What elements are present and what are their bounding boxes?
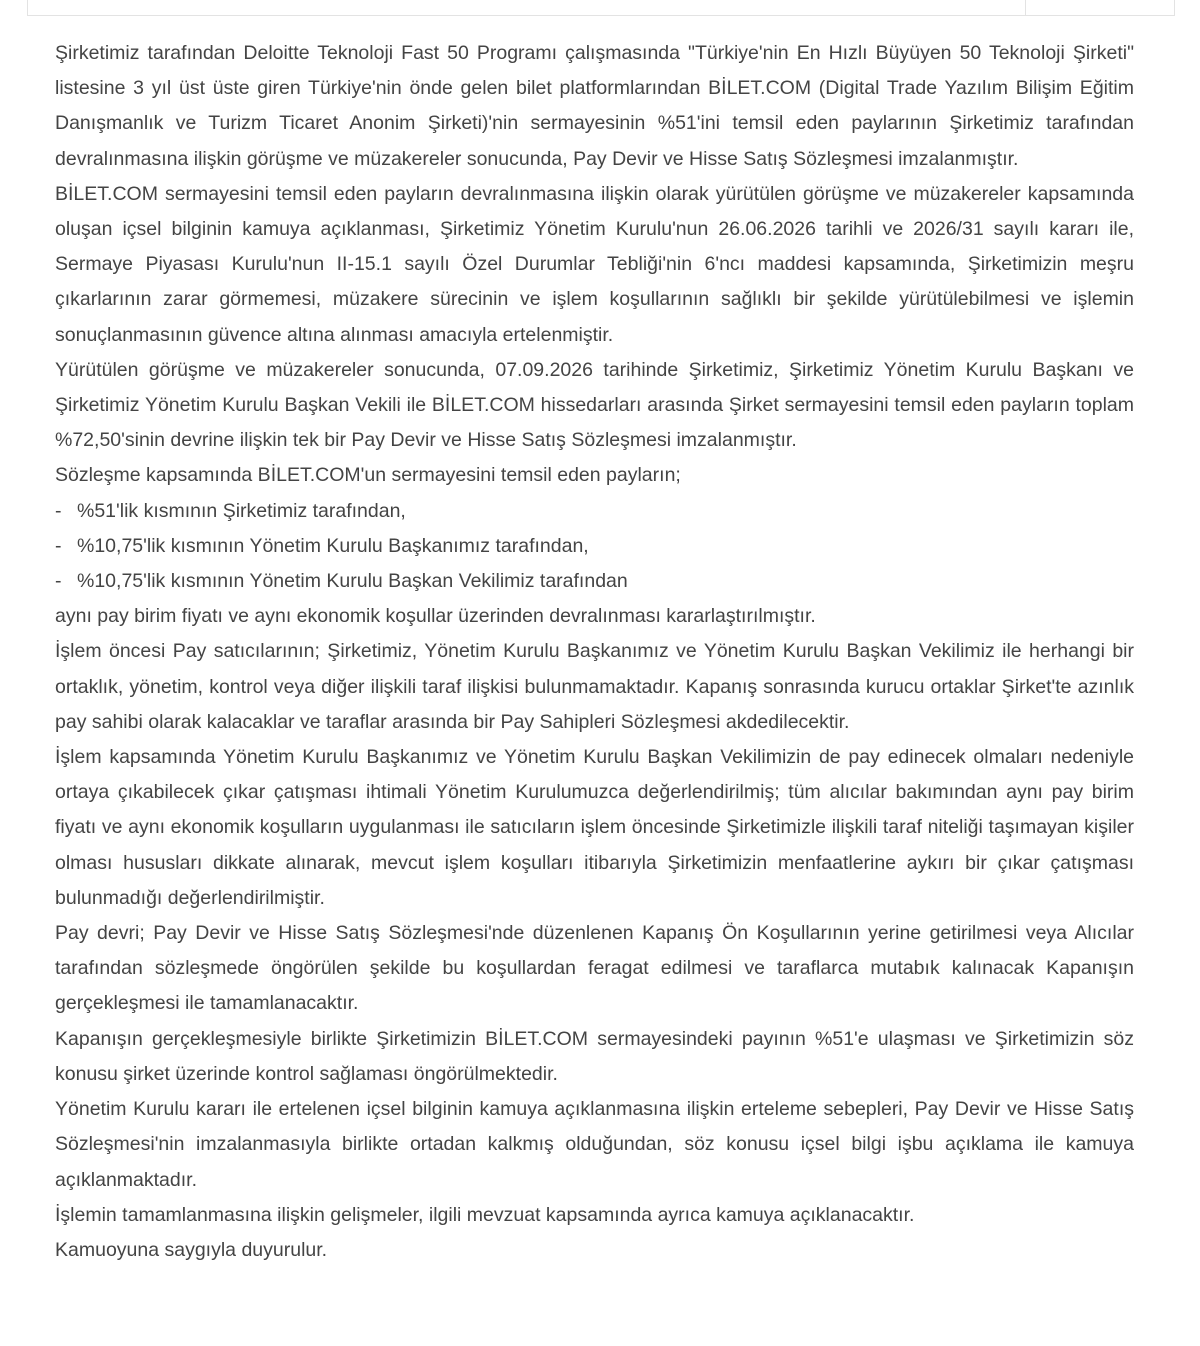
paragraph-agreement-signed: Yürütülen görüşme ve müzakereler sonucunda, 07.09.2026 tarihinde Şirketimiz, Şirketimiz Yönetim Kurulu Başkanı ve Şirketimiz Yönetim Kurulu Başkan Vekili ile BİLET.COM hissedarları arasında Şirket sermayesini temsil eden payların toplam %72,50'sinin devrine ilişkin tek bir Pay Devir ve Hisse Satış Sözleşmesi imzalanmıştır. <box>55 358 1134 452</box>
top-table-cell-divider <box>1025 0 1026 15</box>
paragraph-future-updates: İşlemin tamamlanmasına ilişkin gelişmeler, ilgili mevzuat kapsamında ayrıca kamuya açıklanacaktır. <box>55 1203 915 1226</box>
share-split-list <box>55 494 1134 600</box>
list-item-text: %51'lik kısmının Şirketimiz tarafından, <box>77 499 406 522</box>
paragraph-no-related-party: İşlem öncesi Pay satıcılarının; Şirketimiz, Yönetim Kurulu Başkanımız ve Yönetim Kurulu Başkan Vekilimiz ile herhangi bir ortaklık, yönetim, kontrol veya diğer ilişkili taraf ilişkisi bulunmamaktadır. Kapanış sonrasında kurucu ortaklar Şirket'te azınlık pay sahibi olarak kalacaklar ve taraflar arasında bir Pay Sahipleri Sözleşmesi akdedilecektir. <box>55 640 1134 733</box>
list-dash: - <box>55 534 62 557</box>
list-item-text: %10,75'lik kısmının Yönetim Kurulu Başkanımız tarafından, <box>77 534 589 557</box>
paragraph-conflict-of-interest: İşlem kapsamında Yönetim Kurulu Başkanımız ve Yönetim Kurulu Başkan Vekilimizin de pay edinecek olmaları nedeniyle ortaya çıkabilecek çıkar çatışması ihtimali Yönetim Kurulumuzca değerlendirilmiş; tüm alıcılar bakımından aynı pay birim fiyatı ve aynı ekonomik koşulların uygulanması ile satıcıların işlem öncesinde Şirketimizle ilişkili taraf niteliği taşımayan kişiler olması hususları dikkate alınarak, mevcut işlem koşulları itibarıyla Şirketimizin menfaatlerine aykırı bir çıkar çatışması bulunmadığı değerlendirilmiştir. <box>55 746 1134 909</box>
paragraph-closing-conditions: Pay devri; Pay Devir ve Hisse Satış Sözleşmesi'nde düzenlenen Kapanış Ön Koşullarının yerine getirilmesi veya Alıcılar tarafından sözleşmede öngörülen şekilde bu koşullardan feragat edilmesi ve taraflarca mutabık kalınacak Kapanışın gerçekleşmesi ile tamamlanacaktır. <box>55 922 1134 1015</box>
paragraph-acquisition-summary: Şirketimiz tarafından Deloitte Teknoloji Fast 50 Programı çalışmasında "Türkiye'nin En Hızlı Büyüyen 50 Teknoloji Şirketi" listesine 3 yıl üst üste giren Türkiye'nin önde gelen bilet platformlarından BİLET.COM (Digital Trade Yazılım Bilişim Eğitim Danışmanlık ve Turizm Ticaret Anonim Şirketi)'nin sermayesinin %51'ini temsil eden paylarının Şirketimiz tarafından devralınmasına ilişkin görüşme ve müzakereler sonucunda, Pay Devir ve Hisse Satış Sözleşmesi imzalanmıştır. <box>55 42 1134 170</box>
list-item <box>55 564 1134 599</box>
paragraph-closing-remark: Kamuoyuna saygıyla duyurulur. <box>55 1238 328 1261</box>
list-item <box>55 529 1134 564</box>
top-table-frame <box>27 0 1175 16</box>
list-item-text: %10,75'lik kısmının Yönetim Kurulu Başkan Vekilimiz tarafından <box>77 570 628 593</box>
paragraph-disclosure-now: Yönetim Kurulu kararı ile ertelenen içsel bilginin kamuya açıklanmasına ilişkin erteleme sebepleri, Pay Devir ve Hisse Satış Sözleşmesi'nin imzalanmasıyla birlikte ortadan kalkmış olduğundan, söz konusu içsel bilgi işbu açıklama ile kamuya açıklanmaktadır. <box>55 1098 1134 1191</box>
list-item <box>55 494 1134 529</box>
list-dash: - <box>55 570 62 593</box>
paragraph-control-outcome: Kapanışın gerçekleşmesiyle birlikte Şirketimizin BİLET.COM sermayesindeki payının %51'e ulaşması ve Şirketimizin söz konusu şirket üzerinde kontrol sağlaması öngörülmektedir. <box>55 1027 1134 1085</box>
paragraph-deferral-of-disclosure: BİLET.COM sermayesini temsil eden payların devralınmasına ilişkin olarak yürütülen görüşme ve müzakereler kapsamında oluşan içsel bilginin kamuya açıklanması, Şirketimiz Yönetim Kurulu'nun 26.06.2026 tarihli ve 2026/31 sayılı kararı ile, Sermaye Piyasası Kurulu'nun II-15.1 sayılı Özel Durumlar Tebliği'nin 6'ncı maddesi kapsamında, Şirketimizin meşru çıkarlarının zarar görmemesi, müzakere sürecinin ve işlem koşullarının sağlıklı bir şekilde yürütülebilmesi ve işlemin sonuçlanmasının güvence altına alınması amacıyla ertelenmiştir. <box>55 182 1134 346</box>
paragraph-list-intro: Sözleşme kapsamında BİLET.COM'un sermayesini temsil eden payların; <box>55 464 681 487</box>
list-dash: - <box>55 499 62 522</box>
paragraph-same-price-terms: aynı pay birim fiyatı ve aynı ekonomik koşullar üzerinden devralınması kararlaştırılmıştır. <box>55 605 816 628</box>
announcement-body <box>55 36 1134 1268</box>
